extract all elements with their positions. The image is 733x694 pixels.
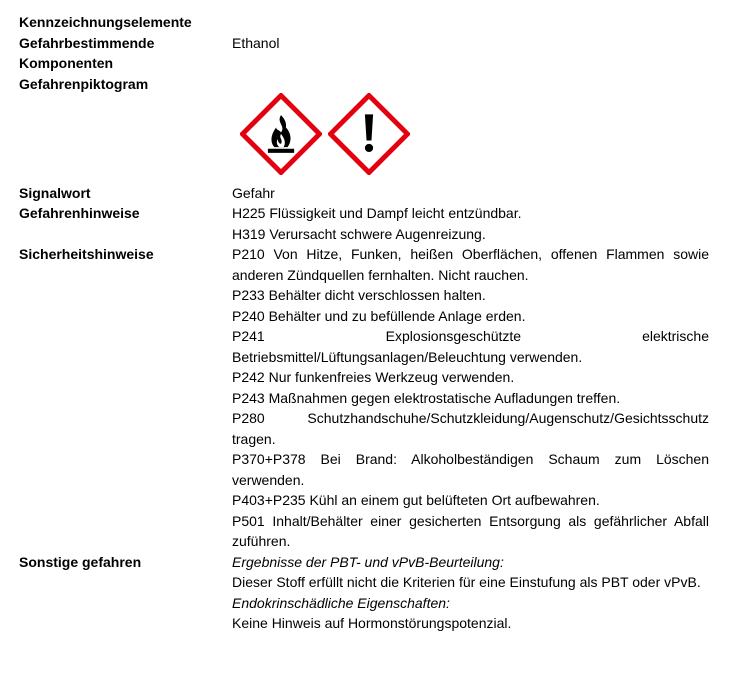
pictograms-row <box>19 74 709 177</box>
signal-word-row <box>19 183 709 204</box>
hazard-components-label-line1: Gefahrbestimmende <box>19 34 155 51</box>
endocrine-heading: Endokrinschädliche Eigenschaften: <box>232 594 450 611</box>
exclamation-pictogram-icon <box>328 93 410 175</box>
precautionary-statement: P240 Behälter und zu befüllende Anlage erden. <box>232 307 526 324</box>
hazard-components-label-line2: Komponenten <box>19 55 114 71</box>
hazard-statements-label: Gefahrenhinweise <box>19 205 140 221</box>
precautionary-statement: P233 Behälter dicht verschlossen halten. <box>232 287 486 303</box>
precautionary-statement: P280 Schutzhandschuhe/Schutzkleidung/Augenschutz/Gesichtsschutz tragen. <box>232 410 709 447</box>
pictograms-container <box>232 74 709 177</box>
pbt-heading: Ergebnisse der PBT- und vPvB-Beurteilung: <box>232 553 504 570</box>
other-hazards-content <box>232 552 709 634</box>
precautionary-statements-list <box>232 244 709 552</box>
precautionary-statement: P242 Nur funkenfreies Werkzeug verwenden. <box>232 369 515 385</box>
precautionary-statement: P403+P235 Kühl an einem gut belüfteten Ort aufbewahren. <box>232 492 600 508</box>
precautionary-statement: P210 Von Hitze, Funken, heißen Oberflächen, offenen Flammen sowie anderen Zündquellen fernhalten. Nicht rauchen. <box>232 246 709 283</box>
hazard-statements-list <box>232 203 709 244</box>
precautionary-statements-row <box>19 244 709 552</box>
precautionary-statement: P243 Maßnahmen gegen elektrostatische Aufladungen treffen. <box>232 389 621 406</box>
hazard-components-value: Ethanol <box>232 34 280 51</box>
hazard-components-label <box>19 33 232 74</box>
hazard-statement: H225 Flüssigkeit und Dampf leicht entzündbar. <box>232 205 522 221</box>
section-title: Kennzeichnungselemente <box>19 14 192 30</box>
flame-pictogram-icon <box>240 93 322 175</box>
other-hazards-row <box>19 552 709 634</box>
signal-word-label: Signalwort <box>19 184 91 201</box>
labelling-elements-section <box>19 12 709 634</box>
endocrine-text: Keine Hinweis auf Hormonstörungspotenzial. <box>232 615 512 631</box>
precautionary-statement: P501 Inhalt/Behälter einer gesicherten Entsorgung als gefährlicher Abfall zuführen. <box>232 512 709 549</box>
pbt-text: Dieser Stoff erfüllt nicht die Kriterien für eine Einstufung als PBT oder vPvB. <box>232 574 701 590</box>
hazard-statement: H319 Verursacht schwere Augenreizung. <box>232 225 486 242</box>
pictograms-label: Gefahrenpiktogram <box>19 75 149 92</box>
hazard-components-row <box>19 33 709 74</box>
other-hazards-label: Sonstige gefahren <box>19 553 142 570</box>
section-title-row <box>19 12 709 33</box>
signal-word-value: Gefahr <box>232 184 275 201</box>
hazard-statements-row <box>19 203 709 244</box>
precautionary-statements-label: Sicherheitshinweise <box>19 246 154 262</box>
precautionary-statement: P370+P378 Bei Brand: Alkoholbeständigen Schaum zum Löschen verwenden. <box>232 451 709 488</box>
precautionary-statement: P241 Explosionsgeschützte elektrische Betriebsmittel/Lüftungsanlagen/Beleuchtung verwenden. <box>232 328 709 365</box>
